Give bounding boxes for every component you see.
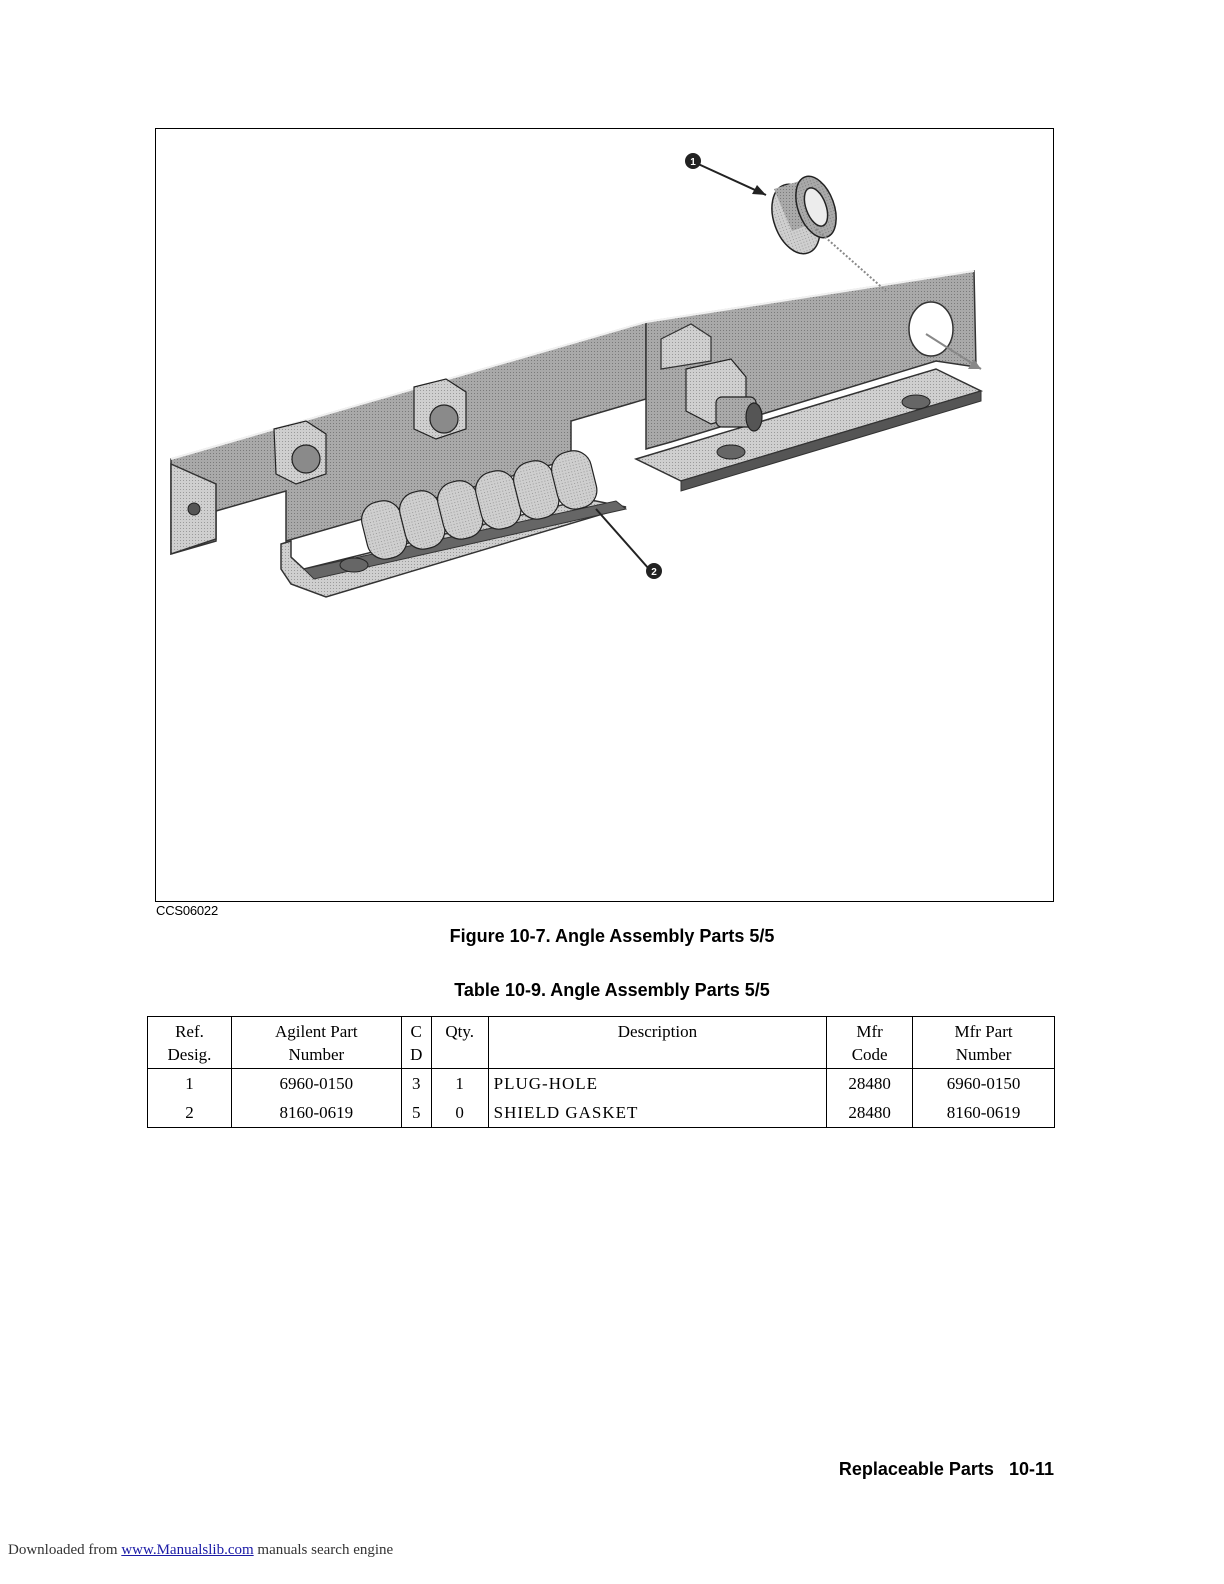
angle-assembly-illustration bbox=[156, 129, 1055, 903]
header-description: Description bbox=[488, 1017, 827, 1069]
callout-1 bbox=[685, 153, 766, 195]
cell-qty: 0 bbox=[431, 1098, 488, 1128]
header-agilent-part-number: Agilent Part Number bbox=[231, 1017, 401, 1069]
cell-ref: 1 bbox=[185, 1074, 194, 1093]
download-note bbox=[8, 1542, 393, 1559]
cell-part-number: 6960-0150 bbox=[231, 1069, 401, 1099]
figure-code: CCS06022 bbox=[156, 903, 218, 918]
callout-2-label: 2 bbox=[651, 567, 657, 578]
table-caption: Table 10-9. Angle Assembly Parts 5/5 bbox=[454, 980, 770, 1000]
page-footer bbox=[839, 1459, 1054, 1480]
header-cd: C D bbox=[401, 1017, 431, 1069]
explode-line bbox=[816, 229, 886, 291]
header-mfr-part-number: Mfr Part Number bbox=[913, 1017, 1055, 1069]
callout-2 bbox=[596, 509, 662, 579]
plug-hole-part bbox=[763, 171, 844, 261]
cell-mfr-part: 8160-0619 bbox=[913, 1098, 1055, 1128]
cell-mfr-code: 28480 bbox=[827, 1098, 913, 1128]
figure-frame bbox=[155, 128, 1054, 902]
callout-1-label: 1 bbox=[690, 157, 696, 168]
cell-description: SHIELD GASKET bbox=[488, 1098, 827, 1128]
cell-qty: 1 bbox=[431, 1069, 488, 1099]
parts-table bbox=[147, 1016, 1055, 1128]
cell-mfr-part: 6960-0150 bbox=[913, 1069, 1055, 1099]
cell-cd: 5 bbox=[401, 1098, 431, 1128]
cell-part-number: 8160-0619 bbox=[231, 1098, 401, 1128]
table-row bbox=[148, 1098, 1055, 1128]
nut-left bbox=[274, 421, 326, 484]
footer-section: Replaceable Parts bbox=[838, 1459, 994, 1479]
cell-description: PLUG-HOLE bbox=[488, 1069, 827, 1099]
download-suffix: manuals search engine bbox=[253, 1542, 394, 1558]
download-prefix: Downloaded from bbox=[8, 1542, 122, 1558]
table-header-row bbox=[148, 1017, 1055, 1069]
table-row bbox=[148, 1069, 1055, 1099]
cell-mfr-code: 28480 bbox=[827, 1069, 913, 1099]
nut-middle bbox=[414, 379, 466, 439]
header-ref-desig: Ref. Desig. bbox=[148, 1017, 232, 1069]
header-qty: Qty. bbox=[431, 1017, 488, 1069]
footer-page-number: 10-11 bbox=[1008, 1459, 1054, 1479]
figure-caption: Figure 10-7. Angle Assembly Parts 5/5 bbox=[449, 926, 775, 946]
header-mfr-code: Mfr Code bbox=[827, 1017, 913, 1069]
cell-cd: 3 bbox=[401, 1069, 431, 1099]
manualslib-link[interactable]: www.Manualslib.com bbox=[121, 1542, 254, 1558]
cell-ref: 2 bbox=[185, 1103, 194, 1122]
